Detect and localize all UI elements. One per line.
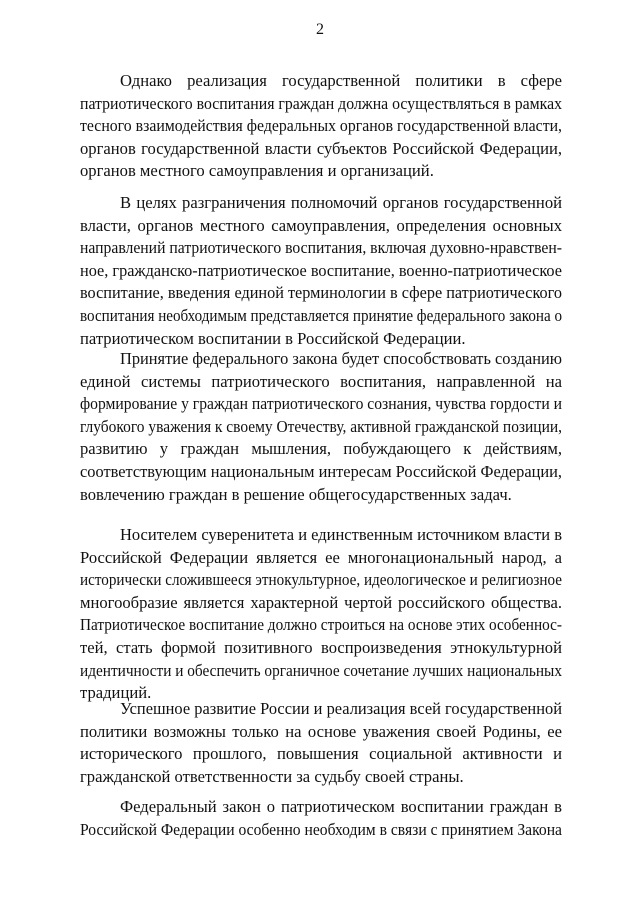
text-line: исторического прошлого, повышения социальной активности и — [80, 744, 562, 764]
text-line: глубокого уважения к своему Отечеству, активной гражданской позиции, — [80, 416, 562, 436]
text-line: Носителем суверенитета и единственным источником власти в — [120, 525, 562, 544]
text-line: единой системы патриотического воспитания, направленной на — [80, 371, 562, 391]
text-line: Однако реализация государственной политики в сфере — [120, 71, 562, 90]
text-line: Успешное развитие России и реализация всей государственной — [120, 699, 562, 718]
text-line: власти, органов местного самоуправления, определения основных — [80, 215, 562, 235]
text-line: патриотического воспитания граждан должна осуществляться в рамках — [80, 93, 562, 113]
text-line: вовлечению граждан в решение общегосударственных задач. — [80, 484, 512, 504]
text-line: Федеральный закон о патриотическом воспитании граждан в — [120, 797, 562, 816]
text-line: воспитание, введения единой терминологии в сфере патриотического — [80, 283, 562, 303]
text-line: политики возможны только на основе уважения своей Родины, ее — [80, 721, 562, 741]
text-line: идентичности и обеспечить органичное сочетание лучших национальных — [80, 660, 562, 680]
text-line: органов местного самоуправления и организаций. — [80, 161, 434, 181]
text-line: формирование у граждан патриотического сознания, чувства гордости и — [80, 394, 562, 414]
text-line: многообразие является характерной чертой российского общества. — [80, 592, 562, 612]
text-line: органов государственной власти субъектов Российской Федерации, — [80, 138, 562, 158]
text-line: Патриотическое воспитание должно строиться на основе этих особеннос- — [80, 615, 562, 635]
text-line: воспитания необходимым представляется принятие федерального закона о — [80, 306, 562, 325]
text-line: соответствующим национальным интересам Российской Федерации, — [80, 462, 562, 481]
text-line: Принятие федерального закона будет способствовать созданию — [120, 349, 562, 368]
text-line: Российской Федерации является ее многонациональный народ, а — [80, 547, 562, 567]
text-line: В целях разграничения полномочий органов государственной — [120, 193, 562, 212]
text-line: исторически сложившееся этнокультурное, идеологическое и религиозное — [80, 570, 562, 590]
text-line: развитию у граждан мышления, побуждающего к действиям, — [80, 439, 562, 459]
text-line: гражданской ответственности за судьбу своей страны. — [80, 766, 464, 786]
text-line: тей, стать формой позитивного воспроизведения этнокультурной — [80, 638, 562, 657]
text-line: патриотическом воспитании в Российской Федерации. — [80, 328, 466, 348]
text-line: направлений патриотического воспитания, включая духовно-нравствен- — [80, 238, 562, 258]
text-line: тесного взаимодействия федеральных органов государственной власти, — [80, 116, 562, 136]
text-line: ное, гражданско-патриотическое воспитание, военно-патриотическое — [80, 260, 562, 280]
text-line: традиций. — [80, 683, 152, 703]
text-line: Российской Федерации особенно необходим в связи с принятием Закона — [80, 819, 562, 839]
page-number: 2 — [316, 21, 324, 38]
